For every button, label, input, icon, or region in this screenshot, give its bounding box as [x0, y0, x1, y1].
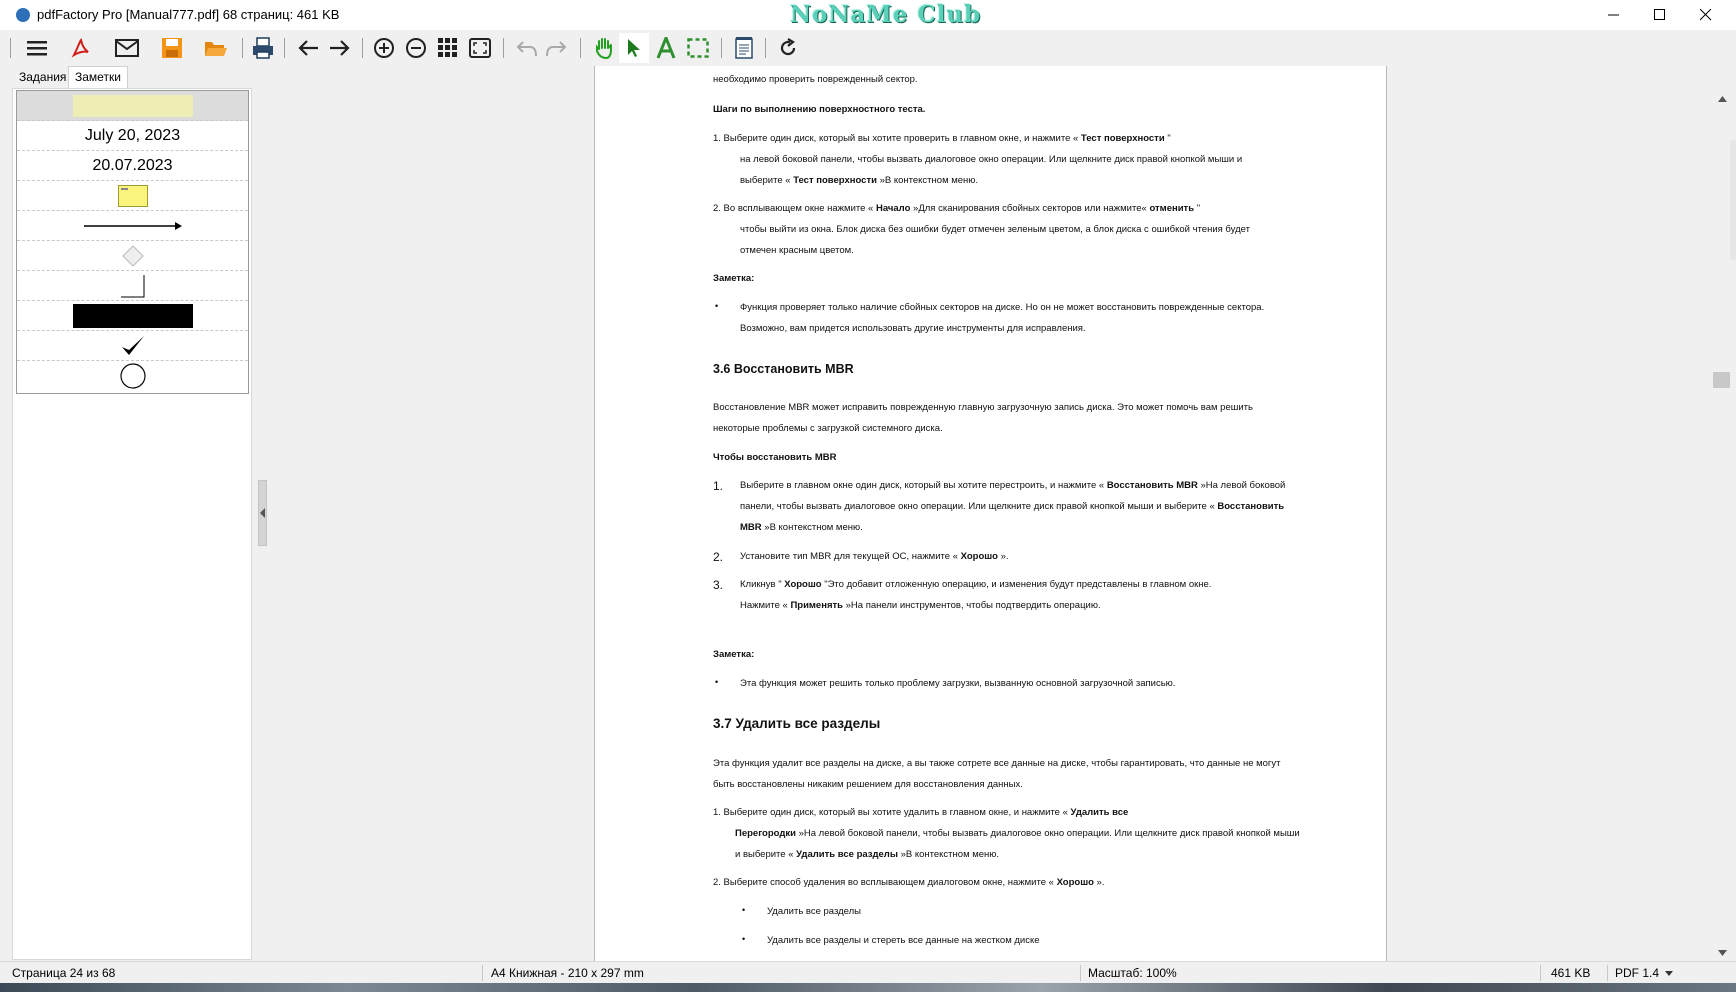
- forward-arrow-icon[interactable]: [325, 33, 355, 63]
- doc-line: Эта функция удалит все разделы на диске, а вы также сотрете все данные на диске, чтобы гарантировать, что данные не могут: [713, 758, 1281, 769]
- status-file-size: 461 KB: [1551, 966, 1591, 980]
- toolbar-separator: [765, 38, 766, 58]
- doc-line: Эта функция может решить только проблему загрузки, вызванную основной загрузочной записью.: [740, 678, 1176, 689]
- app-icon: [16, 8, 30, 22]
- status-separator: [1607, 965, 1608, 981]
- diamond-tool[interactable]: [17, 241, 248, 271]
- doc-line: 1. Выберите один диск, который вы хотите проверить в главном окне, и нажмите « Тест поверхности ": [713, 133, 1171, 144]
- doc-line: Восстановление MBR может исправить поврежденную главную загрузочную запись диска. Это может помочь вам решить: [713, 402, 1253, 413]
- sticky-note-tool[interactable]: [17, 181, 248, 211]
- thumbnails-icon[interactable]: [433, 33, 463, 63]
- document-page: [594, 66, 1387, 961]
- circle-tool[interactable]: [17, 361, 248, 391]
- toolbar-separator: [580, 38, 581, 58]
- doc-line: необходимо проверить поврежденный сектор.: [713, 74, 918, 85]
- fit-page-icon[interactable]: [465, 33, 495, 63]
- print-icon[interactable]: [248, 33, 278, 63]
- doc-line: панели, чтобы вызвать диалоговое окно операции. Или щелкните диск правой кнопкой мыши и выберите « Восстановить: [740, 501, 1285, 512]
- scrollbar-thumb[interactable]: [1713, 372, 1730, 388]
- title-bar: [0, 0, 1736, 30]
- status-page: Страница 24 из 68: [12, 966, 116, 980]
- doc-line: MBR »В контекстном меню.: [740, 522, 863, 533]
- checkmark-tool[interactable]: [17, 331, 248, 361]
- toolbar-separator: [284, 38, 285, 58]
- checkmark-icon: [120, 334, 146, 358]
- black-box-icon: [73, 304, 193, 328]
- sticky-note-icon: [118, 185, 148, 207]
- date-stamp-short[interactable]: 20.07.2023: [17, 151, 248, 181]
- corner-line-icon: [120, 274, 146, 298]
- doc-note-label: Заметка:: [713, 273, 755, 284]
- hand-tool-icon[interactable]: [589, 33, 619, 63]
- mail-icon[interactable]: [112, 33, 142, 63]
- doc-line: Функция проверяет только наличие сбойных секторов на диске. Но он не может восстановить поврежденные сектора.: [740, 302, 1265, 313]
- window-title: pdfFactory Pro [Manual777.pdf] 68 страниц: 461 KB: [37, 7, 340, 22]
- tab-notes[interactable]: Заметки: [68, 66, 128, 89]
- page-settings-icon[interactable]: [729, 33, 759, 63]
- close-button[interactable]: [1683, 0, 1729, 30]
- document-viewport[interactable]: [268, 66, 1715, 961]
- doc-line: Удалить все разделы и стереть все данные на жестком диске: [767, 935, 1040, 946]
- doc-line: 2. Выберите способ удаления во всплывающем диалоговом окне, нажмите « Хорошо ».: [713, 877, 1105, 888]
- highlight-tool[interactable]: [17, 91, 248, 121]
- list-number: 1.: [713, 479, 724, 493]
- status-paper-size: A4 Книжная - 210 x 297 mm: [491, 966, 644, 980]
- status-bar: [0, 961, 1736, 984]
- text-tool-icon[interactable]: [651, 33, 681, 63]
- maximize-button[interactable]: [1637, 0, 1683, 30]
- toolbar-separator: [721, 38, 722, 58]
- scroll-down-icon[interactable]: [1715, 946, 1730, 960]
- doc-line: отмечен красным цветом.: [740, 245, 854, 256]
- desktop-background: [0, 983, 1736, 992]
- annotation-palette: [16, 90, 249, 394]
- menu-icon[interactable]: [22, 33, 52, 63]
- list-number: 3.: [713, 578, 724, 592]
- pdf-version-dropdown[interactable]: [1615, 966, 1673, 980]
- status-separator: [482, 965, 483, 981]
- minimize-button[interactable]: [1591, 0, 1637, 30]
- watermark-logo: NoNaMe Club: [790, 1, 982, 28]
- circle-icon: [119, 362, 147, 390]
- undo-icon[interactable]: [512, 33, 542, 63]
- select-tool-icon[interactable]: [619, 33, 649, 63]
- doc-line: и выберите « Удалить все разделы »В контекстном меню.: [735, 849, 1000, 860]
- collapse-panel-button[interactable]: [258, 480, 267, 546]
- redo-icon[interactable]: [541, 33, 571, 63]
- pdf-version-label: PDF 1.4: [1615, 966, 1660, 980]
- toolbar-separator: [503, 38, 504, 58]
- doc-line: некоторые проблемы с загрузкой системного диска.: [713, 423, 943, 434]
- section-heading: 3.6 Восстановить MBR: [713, 362, 854, 376]
- date-stamp-long[interactable]: July 20, 2023: [17, 121, 248, 151]
- doc-subheading: Шаги по выполнению поверхностного теста.: [713, 104, 926, 115]
- doc-line: Установите тип MBR для текущей ОС, нажмите « Хорошо ».: [740, 551, 1009, 562]
- zoom-in-icon[interactable]: [369, 33, 399, 63]
- status-zoom: Масштаб: 100%: [1088, 966, 1177, 980]
- doc-line: 1. Выберите один диск, который вы хотите удалить в главном окне, и нажмите « Удалить все: [713, 807, 1129, 818]
- doc-line: Кликнув " Хорошо "Это добавит отложенную операцию, и изменения будут представлены в главном окне.: [740, 579, 1212, 590]
- bullet: •: [715, 677, 719, 687]
- diamond-shape-icon: [122, 245, 144, 267]
- doc-line: Нажмите « Применять »На панели инструментов, чтобы подтвердить операцию.: [740, 600, 1101, 611]
- arrow-line-icon: [83, 221, 183, 231]
- bullet: •: [715, 301, 719, 311]
- doc-line: на левой боковой панели, чтобы вызвать диалоговое окно операции. Или щелкните диск правой кнопкой мыши и: [740, 154, 1243, 165]
- bullet: •: [742, 934, 746, 944]
- doc-note-label: Заметка:: [713, 649, 755, 660]
- line-tool[interactable]: [17, 271, 248, 301]
- refresh-icon[interactable]: [773, 33, 803, 63]
- status-separator: [1540, 965, 1541, 981]
- doc-line: чтобы выйти из окна. Блок диска без ошибки будет отмечен зеленым цветом, а блок диска с ошибкой чтения будет: [740, 224, 1250, 235]
- redact-tool[interactable]: [17, 301, 248, 331]
- toolbar-separator: [10, 38, 11, 58]
- back-arrow-icon[interactable]: [293, 33, 323, 63]
- list-number: 2.: [713, 550, 724, 564]
- doc-line: Перегородки »На левой боковой панели, чтобы вызвать диалоговое окно операции. Или щелкните диск правой кнопкой мыши: [735, 828, 1300, 839]
- chevron-left-icon: [260, 508, 266, 518]
- doc-subheading: Чтобы восстановить MBR: [713, 452, 837, 463]
- background-window-edge: [1730, 140, 1736, 260]
- toolbar-separator: [362, 38, 363, 58]
- highlight-swatch: [73, 95, 193, 117]
- tab-jobs[interactable]: Задания: [19, 70, 67, 84]
- status-separator: [1080, 965, 1081, 981]
- save-icon[interactable]: [157, 33, 187, 63]
- open-folder-icon[interactable]: [201, 33, 231, 63]
- doc-line: Возможно, вам придется использовать другие инструменты для исправления.: [740, 323, 1086, 334]
- pdf-icon[interactable]: [66, 33, 96, 63]
- doc-line: Выберите в главном окне один диск, который вы хотите перестроить, и нажмите « Восстановить MBR »На левой боковой: [740, 480, 1286, 491]
- section-heading: 3.7 Удалить все разделы: [713, 716, 881, 731]
- chevron-down-icon: [1665, 971, 1673, 976]
- zoom-out-icon[interactable]: [401, 33, 431, 63]
- marquee-tool-icon[interactable]: [683, 33, 713, 63]
- toolbar: [0, 30, 1736, 66]
- doc-line: Удалить все разделы: [767, 906, 862, 917]
- doc-line: выберите « Тест поверхности »В контекстном меню.: [740, 175, 979, 186]
- scroll-up-icon[interactable]: [1715, 92, 1730, 106]
- doc-line: 2. Во всплывающем окне нажмите « Начало »Для сканирования сбойных секторов или нажмите« отменить ": [713, 203, 1201, 214]
- bullet: •: [742, 905, 746, 915]
- arrow-tool[interactable]: [17, 211, 248, 241]
- toolbar-separator: [242, 38, 243, 58]
- doc-line: быть восстановлены никаким решением для восстановления данных.: [713, 779, 1023, 790]
